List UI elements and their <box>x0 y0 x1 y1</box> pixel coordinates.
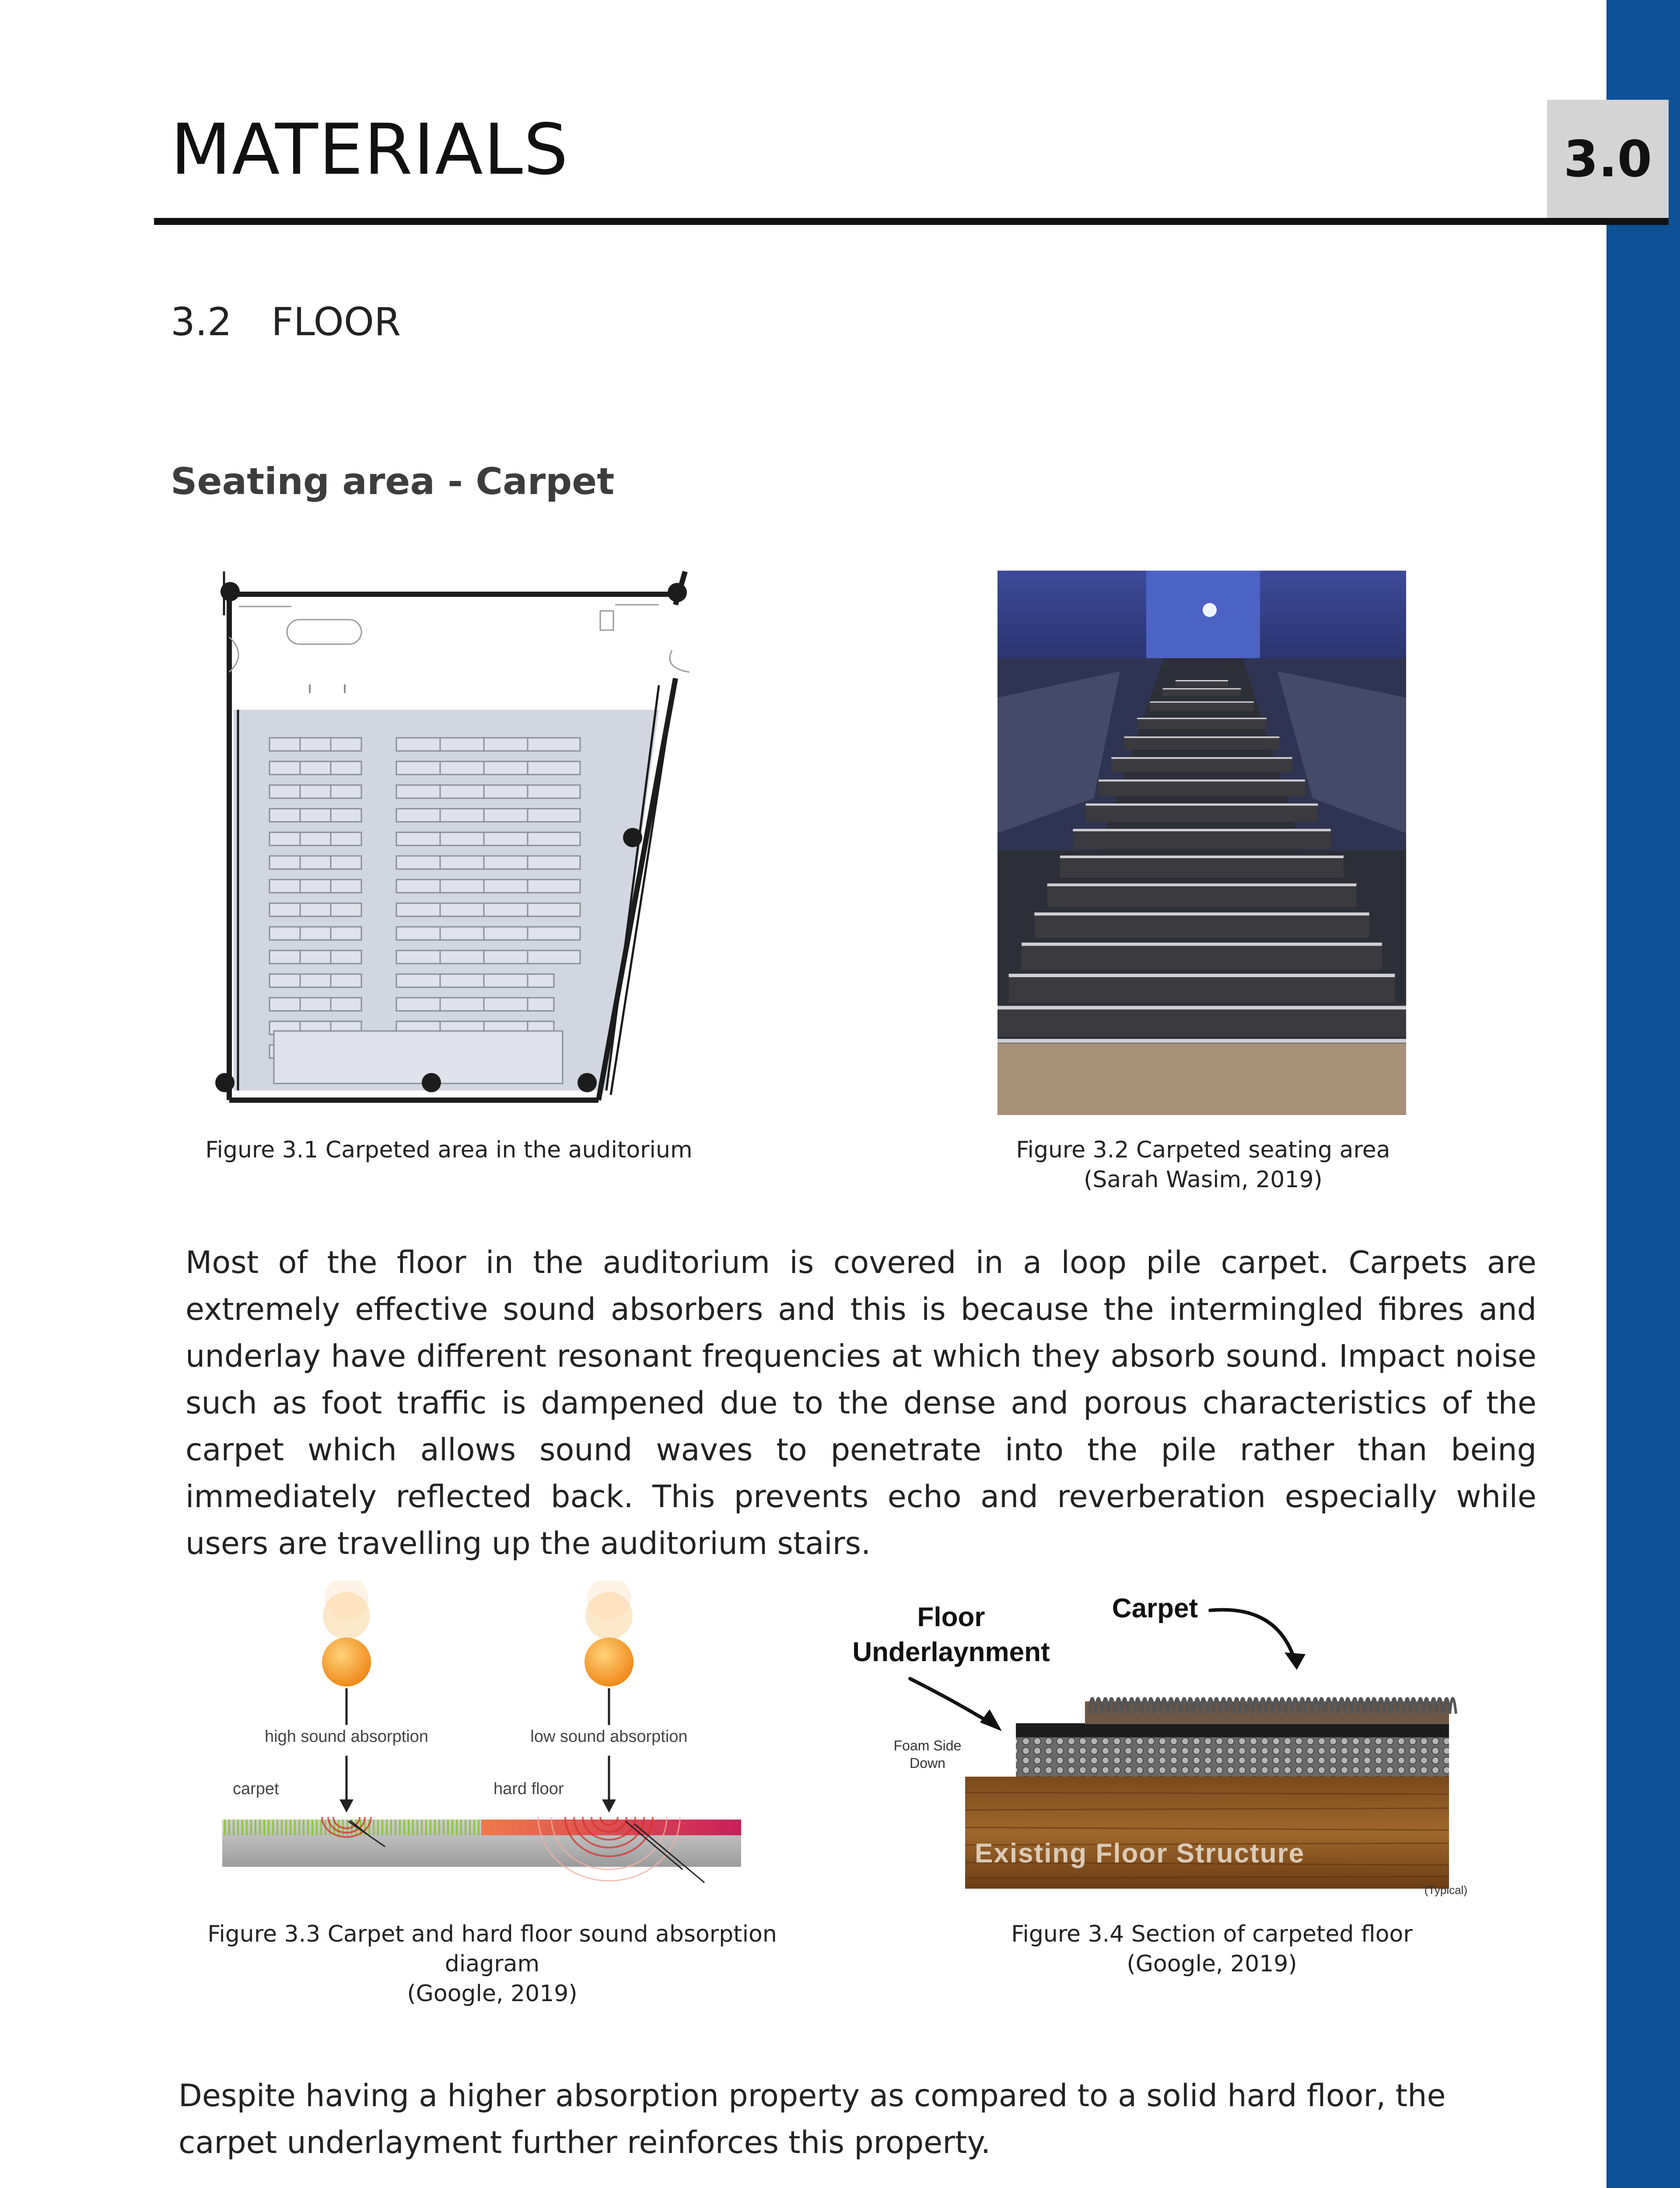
figure-3-4-floor-section <box>827 1582 1501 1906</box>
existing-floor-structure <box>965 1777 1449 1889</box>
figure-3-3-caption-line2: diagram <box>444 1951 540 1977</box>
side-accent-bar <box>1606 0 1680 2188</box>
figure-3-3-caption-line3: (Google, 2019) <box>407 1981 578 2007</box>
label-carpet: carpet <box>233 1780 279 1798</box>
ball-left <box>322 1581 371 1813</box>
label-existing-floor-structure: Existing Floor Structure <box>975 1838 1305 1869</box>
page-title: MATERIALS <box>171 109 569 190</box>
figure-3-3-caption-line1: Figure 3.3 Carpet and hard floor sound absorption <box>207 1921 777 1947</box>
figure-3-2-caption-line2: (Sarah Wasim, 2019) <box>1084 1167 1323 1193</box>
underlayment-layer <box>1016 1723 1449 1777</box>
label-typical: (Typical) <box>1424 1883 1467 1897</box>
figure-3-4-caption-line2: (Google, 2019) <box>1127 1951 1297 1977</box>
section-heading <box>171 299 401 344</box>
figure-3-4-caption-line1: Figure 3.4 Section of carpeted floor <box>1011 1921 1413 1947</box>
figure-3-3-absorption-diagram <box>219 1581 744 1896</box>
figure-3-1-floor-plan <box>204 567 713 1109</box>
body-paragraph-1: Most of the floor in the auditorium is covered in a loop pile carpet. Carpets are extremely effective sound absorbers and this is because the intermingled fibres and underlay have different resonant frequencies at which they absorb sound. Impact noise such as foot traffic is dampened due to the dense and porous characteristics of the carpet which allows sound waves to penetrate into the pile rather than being immediately reflected back. This prevents echo and reverberation especially while users are travelling up the auditorium stairs. <box>186 1245 1536 1561</box>
label-carpet: Carpet <box>1112 1593 1198 1623</box>
ball-right <box>584 1581 634 1813</box>
figure-3-2-photo <box>998 571 1406 1115</box>
title-rule <box>154 218 1669 225</box>
chapter-number-badge: 3.0 <box>1547 100 1669 218</box>
label-high-absorption: high sound absorption <box>265 1727 428 1746</box>
label-underlaynment: Underlaynment <box>852 1637 1050 1667</box>
body-paragraph-2: Despite having a higher absorption property as compared to a solid hard floor, the carpet underlayment further reinforces this property. <box>178 2078 1446 2160</box>
figure-3-2-caption-line1: Figure 3.2 Carpeted seating area <box>1016 1137 1390 1163</box>
label-floor: Floor <box>917 1602 985 1632</box>
label-low-absorption: low sound absorption <box>530 1727 688 1746</box>
label-hard-floor: hard floor <box>494 1780 564 1798</box>
section-title: FLOOR <box>271 299 401 344</box>
label-foam-down: Down <box>910 1755 945 1771</box>
label-foam-side: Foam Side <box>893 1738 962 1753</box>
figure-3-1-caption: Figure 3.1 Carpeted area in the auditorium <box>205 1137 693 1163</box>
subheading: Seating area - Carpet <box>171 460 615 503</box>
carpet-layer <box>1085 1698 1456 1724</box>
section-number: 3.2 <box>171 299 232 344</box>
